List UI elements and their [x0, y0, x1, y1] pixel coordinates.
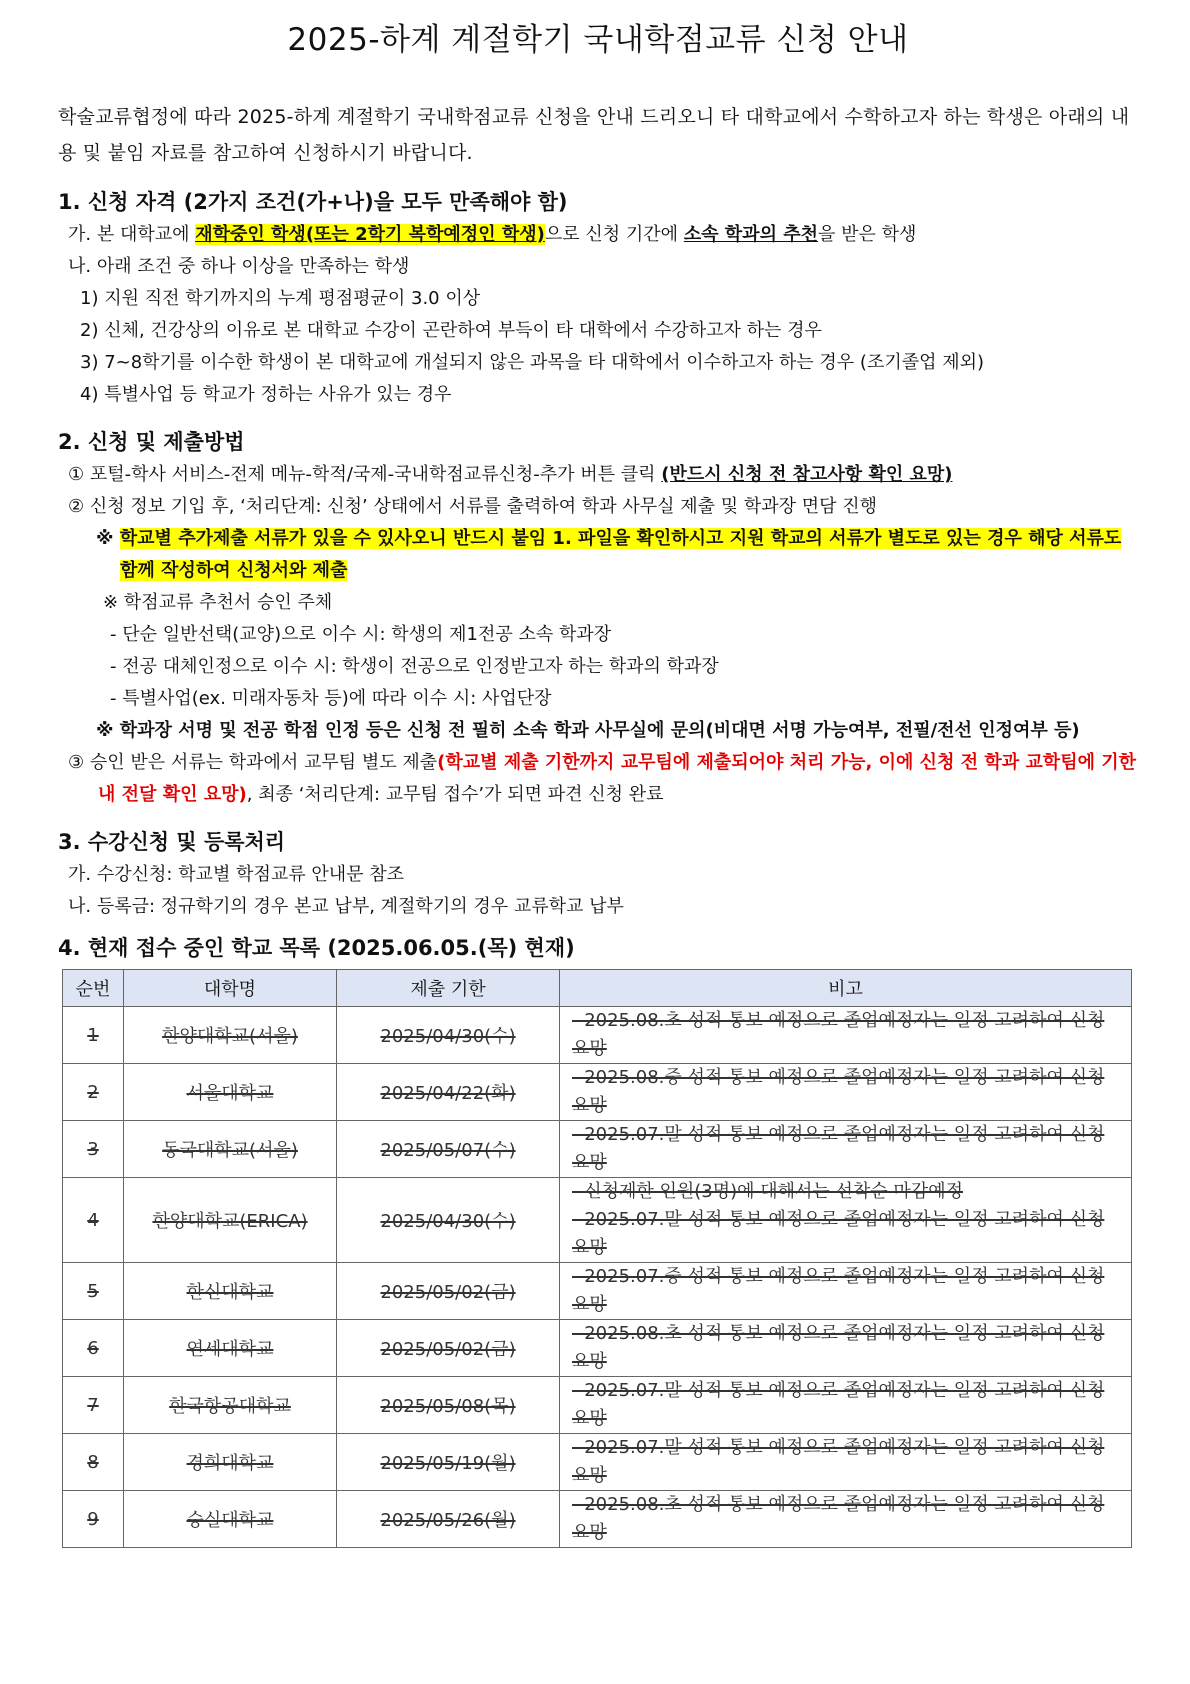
table-row — [63, 1377, 1132, 1434]
section-heading: 3. 수강신청 및 등록처리 — [58, 830, 286, 854]
section-eligibility — [58, 185, 1138, 411]
school-table-body — [63, 1007, 1132, 1548]
table-row — [63, 1263, 1132, 1320]
eligibility-item: 2) 신체, 건강상의 이유로 본 대학교 수강이 곤란하여 부득이 타 대학에서 수강하고자 하는 경우 — [80, 320, 822, 341]
table-row — [63, 1320, 1132, 1377]
intro-paragraph: 학술교류협정에 따라 2025-하계 계절학기 국내학점교류 신청을 안내 드리오니 타 대학교에서 수학하고자 하는 학생은 아래의 내용 및 붙임 자료를 참고하여 신청하시기 바랍니다. — [58, 106, 1130, 164]
table-row — [63, 1121, 1132, 1178]
table-header-row — [63, 970, 1132, 1007]
university-name: 한양대학교(ERICA) — [124, 1178, 337, 1263]
eligibility-ga — [58, 219, 1138, 251]
row-number: 7 — [63, 1377, 124, 1434]
section-application — [58, 425, 1138, 811]
university-name: 숭실대학교 — [124, 1491, 337, 1548]
remarks-cell — [560, 1263, 1132, 1320]
note-signature: ※ 학과장 서명 및 전공 학점 인정 등은 신청 전 필히 소속 학과 사무실에 문의(비대면 서명 가능여부, 전필/전선 인정여부 등) — [96, 720, 1080, 741]
remarks-cell — [560, 1377, 1132, 1434]
remark-text: - 2025.07.중 성적 통보 예정으로 졸업예정자는 일정 고려하여 신청 요망 — [572, 1266, 1105, 1315]
remarks-cell — [560, 1491, 1132, 1548]
registration-item: 나. 등록금: 정규학기의 경우 본교 납부, 계절학기의 경우 교류학교 납부 — [68, 896, 624, 917]
table-row — [63, 1007, 1132, 1064]
section-registration — [58, 825, 1138, 923]
ga-highlight: 재학중인 학생(또는 2학기 복학예정인 학생) — [195, 224, 545, 245]
row-number: 3 — [63, 1121, 124, 1178]
note-approval-item: - 특별사업(ex. 미래자동차 등)에 따라 이수 시: 사업단장 — [110, 688, 552, 709]
note-approval-item: - 전공 대체인정으로 이수 시: 학생이 전공으로 인정받고자 하는 학과의 학과장 — [110, 656, 719, 677]
note-mark: ※ — [96, 528, 120, 549]
university-name: 동국대학교(서울) — [124, 1121, 337, 1178]
remark-text: - 2025.07.말 성적 통보 예정으로 졸업예정자는 일정 고려하여 신청 요망 — [572, 1380, 1105, 1429]
table-row — [63, 1491, 1132, 1548]
page-title: 2025-하계 계절학기 국내학점교류 신청 안내 — [287, 22, 909, 58]
eligibility-item: 4) 특별사업 등 학교가 정하는 사유가 있는 경우 — [80, 384, 452, 405]
step-1-emphasis: (반드시 신청 전 참고사항 확인 요망) — [661, 464, 953, 485]
note-documents — [58, 523, 1138, 587]
university-name: 한신대학교 — [124, 1263, 337, 1320]
row-number: 8 — [63, 1434, 124, 1491]
column-header: 순번 — [63, 970, 124, 1007]
section-heading: 4. 현재 접수 중인 학교 목록 (2025.06.05.(목) 현재) — [58, 936, 575, 960]
submission-deadline: 2025/05/08(목) — [337, 1377, 560, 1434]
remark-text: - 신청제한 인원(3명)에 대해서는 선착순 마감예정 — [572, 1181, 963, 1202]
section-school-list — [58, 931, 1138, 1548]
remark-text: - 2025.08.초 성적 통보 예정으로 졸업예정자는 일정 고려하여 신청 요망 — [572, 1323, 1105, 1372]
remark-text: - 2025.07.말 성적 통보 예정으로 졸업예정자는 일정 고려하여 신청 요망 — [572, 1209, 1105, 1258]
row-number: 1 — [63, 1007, 124, 1064]
remark-text: - 2025.07.말 성적 통보 예정으로 졸업예정자는 일정 고려하여 신청 요망 — [572, 1437, 1105, 1486]
eligibility-item: 3) 7~8학기를 이수한 학생이 본 대학교에 개설되지 않은 과목을 타 대학에서 이수하고자 하는 경우 (조기졸업 제외) — [80, 352, 985, 373]
step-1-text: ① 포털-학사 서비스-전제 메뉴-학적/국제-국내학점교류신청-추가 버튼 클릭 — [68, 464, 662, 485]
ga-suffix: 을 받은 학생 — [818, 224, 917, 245]
ga-mid: 으로 신청 기간에 — [544, 224, 684, 245]
step-3-suffix: , 최종 ‘처리단계: 교무팀 접수’가 되면 파견 신청 완료 — [246, 784, 664, 805]
ga-prefix: 가. 본 대학교에 — [68, 224, 196, 245]
school-table — [62, 969, 1132, 1548]
note-approval-item: - 단순 일반선택(교양)으로 이수 시: 학생의 제1전공 소속 학과장 — [110, 624, 612, 645]
table-row — [63, 1434, 1132, 1491]
row-number: 9 — [63, 1491, 124, 1548]
remarks-cell — [560, 1064, 1132, 1121]
step-3 — [58, 747, 1138, 811]
row-number: 5 — [63, 1263, 124, 1320]
university-name: 한국항공대학교 — [124, 1377, 337, 1434]
submission-deadline: 2025/05/19(월) — [337, 1434, 560, 1491]
note-documents-text: 학교별 추가제출 서류가 있을 수 있사오니 반드시 붙임 1. 파일을 확인하시고 지원 학교의 서류가 별도로 있는 경우 해당 서류도 함께 작성하여 신청서와 제출 — [119, 528, 1122, 581]
submission-deadline: 2025/05/07(수) — [337, 1121, 560, 1178]
document-page — [58, 14, 1138, 1548]
remarks-cell — [560, 1320, 1132, 1377]
ga-underline: 소속 학과의 추천 — [683, 224, 818, 245]
step-3-warning: (학교별 제출 기한까지 교무팀에 제출되어야 처리 가능, 이에 신청 전 학과 교학팀에 기한 내 전달 확인 요망) — [98, 752, 1137, 805]
submission-deadline: 2025/04/22(화) — [337, 1064, 560, 1121]
registration-item: 가. 수강신청: 학교별 학점교류 안내문 참조 — [68, 864, 404, 885]
remarks-cell — [560, 1121, 1132, 1178]
university-name: 경희대학교 — [124, 1434, 337, 1491]
university-name: 연세대학교 — [124, 1320, 337, 1377]
row-number: 6 — [63, 1320, 124, 1377]
step-1 — [58, 459, 1138, 491]
eligibility-item: 1) 지원 직전 학기까지의 누계 평점평균이 3.0 이상 — [80, 288, 481, 309]
university-name: 서울대학교 — [124, 1064, 337, 1121]
row-number: 4 — [63, 1178, 124, 1263]
remarks-cell — [560, 1178, 1132, 1263]
section-heading: 1. 신청 자격 (2가지 조건(가+나)을 모두 만족해야 함) — [58, 190, 568, 214]
remark-text: - 2025.07.말 성적 통보 예정으로 졸업예정자는 일정 고려하여 신청 요망 — [572, 1124, 1105, 1173]
column-header: 대학명 — [124, 970, 337, 1007]
submission-deadline: 2025/04/30(수) — [337, 1178, 560, 1263]
column-header: 비고 — [560, 970, 1132, 1007]
eligibility-na: 나. 아래 조건 중 하나 이상을 만족하는 학생 — [68, 256, 410, 277]
submission-deadline: 2025/05/26(월) — [337, 1491, 560, 1548]
column-header: 제출 기한 — [337, 970, 560, 1007]
table-row — [63, 1178, 1132, 1263]
step-3-text: ③ 승인 받은 서류는 학과에서 교무팀 별도 제출 — [68, 752, 438, 773]
remark-text: - 2025.08.초 성적 통보 예정으로 졸업예정자는 일정 고려하여 신청 요망 — [572, 1010, 1105, 1059]
remarks-cell — [560, 1007, 1132, 1064]
row-number: 2 — [63, 1064, 124, 1121]
step-2: ② 신청 정보 기입 후, ‘처리단계: 신청’ 상태에서 서류를 출력하여 학과 사무실 제출 및 학과장 면담 진행 — [68, 496, 878, 517]
university-name: 한양대학교(서울) — [124, 1007, 337, 1064]
remark-text: - 2025.08.중 성적 통보 예정으로 졸업예정자는 일정 고려하여 신청 요망 — [572, 1067, 1105, 1116]
remark-text: - 2025.08.초 성적 통보 예정으로 졸업예정자는 일정 고려하여 신청 요망 — [572, 1494, 1105, 1543]
submission-deadline: 2025/04/30(수) — [337, 1007, 560, 1064]
section-heading: 2. 신청 및 제출방법 — [58, 430, 245, 454]
submission-deadline: 2025/05/02(금) — [337, 1320, 560, 1377]
submission-deadline: 2025/05/02(금) — [337, 1263, 560, 1320]
remarks-cell — [560, 1434, 1132, 1491]
table-row — [63, 1064, 1132, 1121]
note-approval: ※ 학점교류 추천서 승인 주체 — [103, 592, 333, 613]
